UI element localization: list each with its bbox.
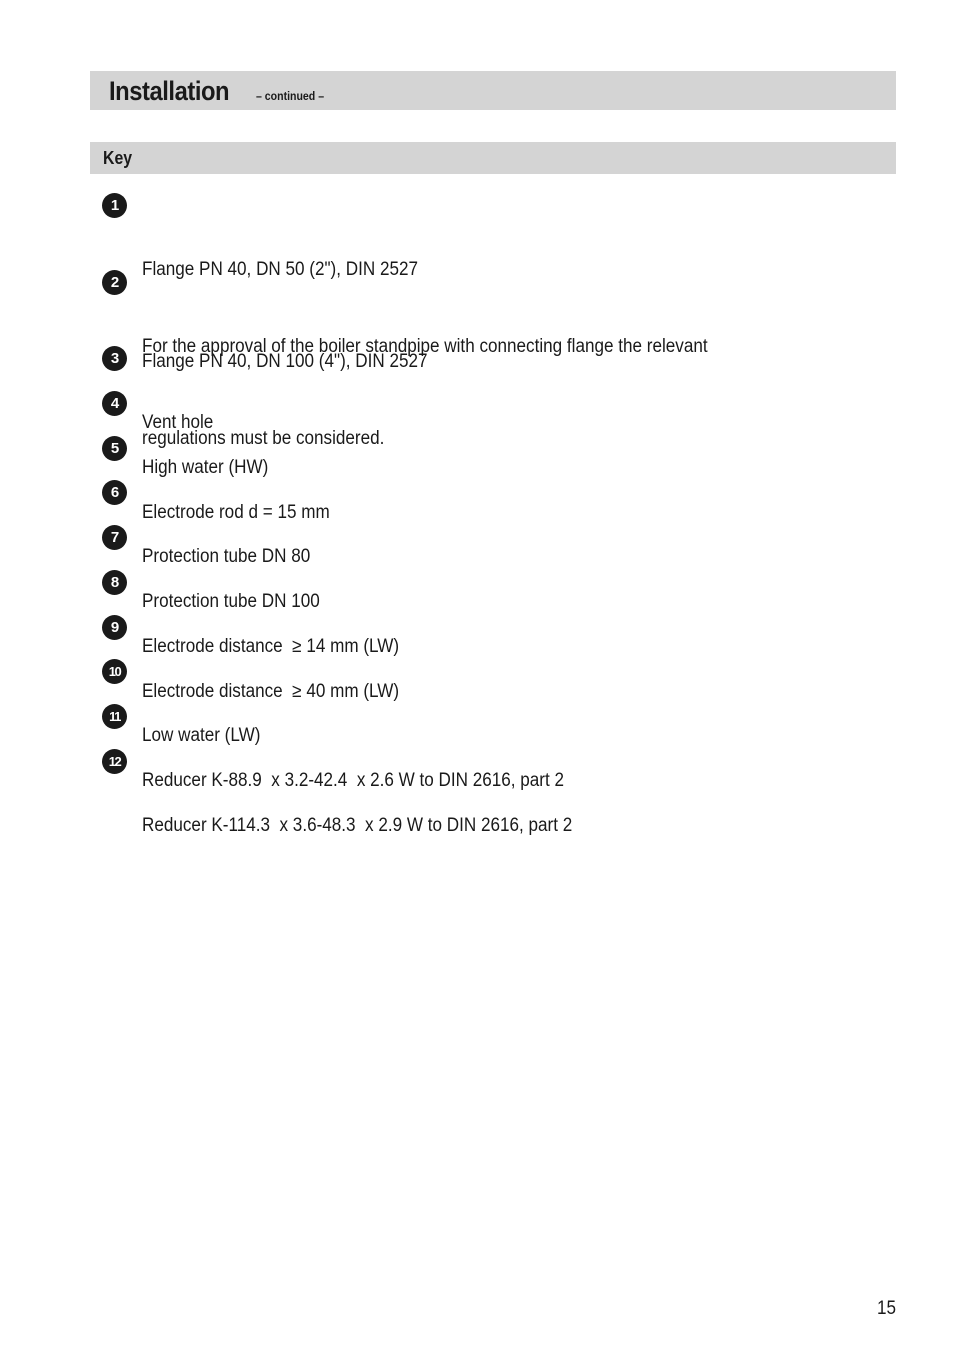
- key-item-line: Reducer K-114.3 x 3.6-48.3 x 2.9 W to DIN 2616, part 2: [142, 815, 573, 836]
- key-item-text: [142, 750, 736, 906]
- number-badge: 5: [102, 436, 127, 461]
- key-item-line: For the approval of the boiler standpipe with connecting flange the relevant: [142, 336, 708, 357]
- page-subtitle: – continued –: [256, 89, 325, 103]
- key-item-line: Reducer K-88.9 x 3.2-42.4 x 2.6 W to DIN 2616, part 2: [142, 770, 565, 791]
- key-item-line: Low water (LW): [142, 725, 261, 746]
- key-heading-bar: [90, 142, 896, 174]
- key-item-line: Protection tube DN 80: [142, 546, 311, 567]
- number-badge: 8: [102, 570, 127, 595]
- page-title: Installation: [109, 76, 230, 106]
- key-item-line: Electrode distance ≥ 14 mm (LW): [142, 636, 400, 657]
- number-badge: 7: [102, 525, 127, 550]
- number-badge: 3: [102, 346, 127, 371]
- page-number: 15: [876, 1298, 896, 1319]
- key-item-line: High water (HW): [142, 457, 269, 478]
- key-item-line: Flange PN 40, DN 100 (4"), DIN 2527: [142, 351, 428, 372]
- number-badge: 9: [102, 615, 127, 640]
- key-item-line: Vent hole: [142, 412, 214, 433]
- number-badge: 10: [102, 659, 127, 684]
- key-item-line: Electrode rod d = 15 mm: [142, 502, 330, 523]
- number-badge: 1: [102, 193, 127, 218]
- number-badge: 6: [102, 480, 127, 505]
- number-badge: 12: [102, 749, 127, 774]
- number-badge: 2: [102, 270, 127, 295]
- key-heading: Key: [103, 148, 133, 168]
- number-badge: 4: [102, 391, 127, 416]
- number-badge: 11: [102, 704, 127, 729]
- key-item-line: Electrode distance ≥ 40 mm (LW): [142, 681, 400, 702]
- key-item-line: Protection tube DN 100: [142, 591, 320, 612]
- key-item-line: regulations must be considered.: [142, 428, 385, 449]
- key-item-line: Flange PN 40, DN 50 (2"), DIN 2527: [142, 259, 419, 280]
- section-title-bar: [90, 71, 896, 110]
